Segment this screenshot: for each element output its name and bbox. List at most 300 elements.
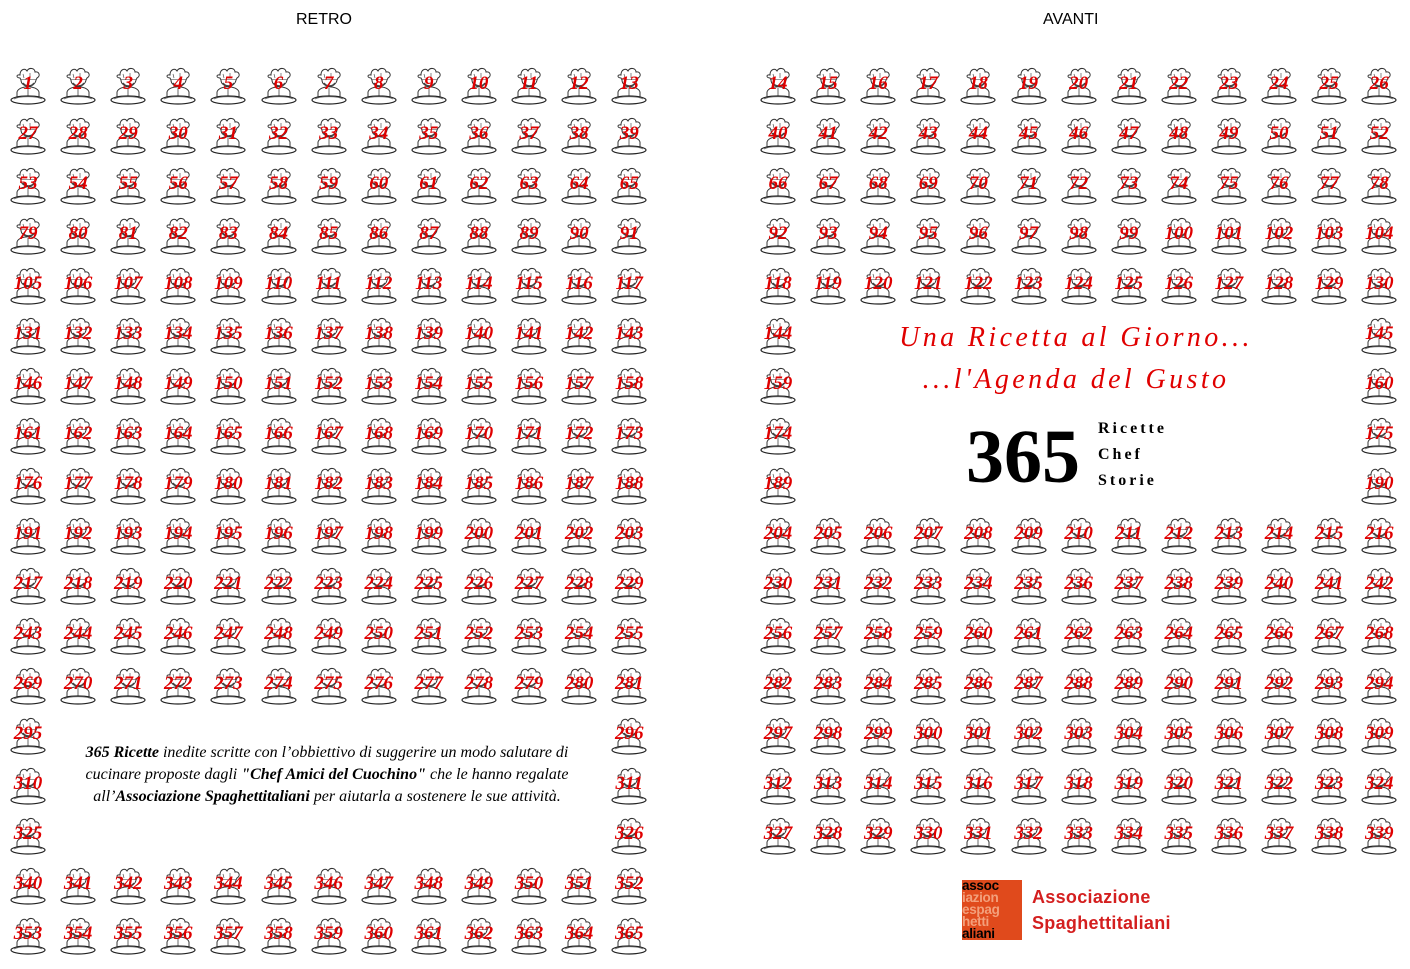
day-cell-291 <box>1209 666 1249 710</box>
day-cell-365 <box>609 916 649 960</box>
day-number: 313 <box>813 773 843 794</box>
day-cell-232 <box>858 566 898 610</box>
day-cell-82 <box>158 216 198 260</box>
day-number: 281 <box>614 673 644 694</box>
day-cell-28 <box>58 116 98 160</box>
day-cell-301 <box>958 716 998 760</box>
day-cell-270 <box>58 666 98 710</box>
description-text-2: che le hanno regalate all’ <box>93 766 569 805</box>
day-cell-154 <box>409 366 449 410</box>
day-number: 193 <box>113 523 143 544</box>
day-number: 10 <box>469 73 489 94</box>
day-number: 243 <box>13 623 43 644</box>
day-cell-339 <box>1359 816 1399 860</box>
day-number: 360 <box>364 923 393 944</box>
day-number: 220 <box>164 573 193 594</box>
day-cell-245 <box>108 616 148 660</box>
day-number: 180 <box>214 473 243 494</box>
day-cell-143 <box>609 316 649 360</box>
day-cell-31 <box>208 116 248 160</box>
day-cell-357 <box>208 916 248 960</box>
day-cell-188 <box>609 466 649 510</box>
day-cell-191 <box>8 516 48 560</box>
day-cell-73 <box>1109 166 1149 210</box>
day-number: 359 <box>314 923 343 944</box>
day-cell-58 <box>259 166 299 210</box>
day-number: 23 <box>1219 73 1239 94</box>
logo-row-5: aliani <box>962 926 995 940</box>
day-number: 316 <box>964 773 993 794</box>
description-lead: 365 Ricette <box>85 744 159 761</box>
day-cell-341 <box>58 866 98 910</box>
day-number: 140 <box>464 323 494 344</box>
day-number: 260 <box>964 623 993 644</box>
day-cell-35 <box>409 116 449 160</box>
day-number: 12 <box>569 73 589 94</box>
day-cell-136 <box>259 316 299 360</box>
day-number: 302 <box>1014 723 1043 744</box>
day-number: 318 <box>1064 773 1093 794</box>
day-number: 175 <box>1364 423 1394 444</box>
day-number: 314 <box>863 773 893 794</box>
day-cell-18 <box>958 66 998 110</box>
day-cell-222 <box>259 566 299 610</box>
day-cell-33 <box>309 116 349 160</box>
description-text-1: inedite scritte con l’obbiettivo di suggerire un modo salutare di cucinare proposte dagli <box>85 744 569 783</box>
day-cell-131 <box>8 316 48 360</box>
day-number: 270 <box>63 673 93 694</box>
day-number: 328 <box>813 823 843 844</box>
day-cell-89 <box>509 216 549 260</box>
day-number: 212 <box>1164 523 1194 544</box>
day-cell-316 <box>958 766 998 810</box>
day-number: 216 <box>1364 523 1394 544</box>
day-cell-161 <box>8 416 48 460</box>
day-number: 22 <box>1169 73 1189 94</box>
day-number: 5 <box>223 73 234 94</box>
day-number: 333 <box>1064 823 1093 844</box>
day-number: 45 <box>1019 123 1038 144</box>
day-cell-34 <box>359 116 399 160</box>
day-number: 29 <box>118 123 138 144</box>
day-number: 171 <box>514 423 544 444</box>
day-number: 262 <box>1064 623 1093 644</box>
description-text-3: per aiutarla a sostenere le sue attività. <box>309 788 561 805</box>
day-cell-164 <box>158 416 198 460</box>
day-cell-29 <box>108 116 148 160</box>
day-number: 194 <box>164 523 193 544</box>
day-cell-44 <box>958 116 998 160</box>
day-cell-240 <box>1259 566 1299 610</box>
day-cell-36 <box>459 116 499 160</box>
day-cell-125 <box>1109 266 1149 310</box>
day-cell-271 <box>108 666 148 710</box>
day-cell-148 <box>108 366 148 410</box>
day-number: 132 <box>63 323 93 344</box>
day-number: 327 <box>763 823 793 844</box>
day-number: 30 <box>168 123 188 144</box>
day-cell-41 <box>808 116 848 160</box>
day-number: 183 <box>364 473 393 494</box>
day-cell-273 <box>208 666 248 710</box>
day-cell-26 <box>1359 66 1399 110</box>
day-cell-300 <box>908 716 948 760</box>
day-number: 51 <box>1319 123 1339 144</box>
day-cell-224 <box>359 566 399 610</box>
day-cell-348 <box>409 866 449 910</box>
day-cell-24 <box>1259 66 1299 110</box>
day-cell-158 <box>609 366 649 410</box>
day-number: 249 <box>314 623 343 644</box>
day-number: 97 <box>1019 223 1038 244</box>
day-cell-209 <box>1009 516 1049 560</box>
day-cell-295 <box>8 716 48 760</box>
day-cell-39 <box>609 116 649 160</box>
day-cell-122 <box>958 266 998 310</box>
day-number: 218 <box>63 573 93 594</box>
day-cell-292 <box>1259 666 1299 710</box>
day-cell-361 <box>409 916 449 960</box>
day-number: 42 <box>868 123 888 144</box>
day-cell-93 <box>808 216 848 260</box>
day-number: 142 <box>564 323 594 344</box>
day-cell-289 <box>1109 666 1149 710</box>
day-number: 67 <box>818 173 838 194</box>
day-cell-333 <box>1059 816 1099 860</box>
day-number: 136 <box>264 323 293 344</box>
day-cell-319 <box>1109 766 1149 810</box>
day-number: 351 <box>564 873 594 894</box>
day-number: 266 <box>1264 623 1294 644</box>
day-cell-59 <box>309 166 349 210</box>
day-number: 95 <box>918 223 938 244</box>
day-cell-189 <box>758 466 798 510</box>
day-cell-363 <box>509 916 549 960</box>
day-number: 267 <box>1314 623 1344 644</box>
day-cell-16 <box>858 66 898 110</box>
day-number: 207 <box>914 523 943 544</box>
day-cell-135 <box>208 316 248 360</box>
day-number: 128 <box>1264 273 1294 294</box>
day-cell-263 <box>1109 616 1149 660</box>
day-cell-68 <box>858 166 898 210</box>
day-cell-20 <box>1059 66 1099 110</box>
day-cell-212 <box>1159 516 1199 560</box>
day-cell-220 <box>158 566 198 610</box>
day-cell-32 <box>259 116 299 160</box>
day-number: 323 <box>1314 773 1344 794</box>
day-number: 332 <box>1014 823 1043 844</box>
day-number: 291 <box>1214 673 1244 694</box>
day-cell-231 <box>808 566 848 610</box>
day-number: 28 <box>68 123 88 144</box>
day-number: 36 <box>469 123 489 144</box>
day-number: 118 <box>764 273 792 294</box>
day-number: 89 <box>519 223 539 244</box>
day-number: 6 <box>273 73 284 94</box>
day-number: 235 <box>1014 573 1043 594</box>
day-number: 261 <box>1014 623 1043 644</box>
day-number: 181 <box>264 473 293 494</box>
day-cell-248 <box>259 616 299 660</box>
day-cell-22 <box>1159 66 1199 110</box>
day-number: 224 <box>364 573 393 594</box>
day-number: 63 <box>519 173 539 194</box>
front-subtitle-chef: Chef <box>1098 446 1143 463</box>
day-number: 208 <box>964 523 993 544</box>
day-cell-144 <box>758 316 798 360</box>
day-number: 209 <box>1014 523 1043 544</box>
day-number: 27 <box>18 123 38 144</box>
day-cell-21 <box>1109 66 1149 110</box>
day-cell-221 <box>208 566 248 610</box>
day-cell-75 <box>1209 166 1249 210</box>
day-cell-150 <box>208 366 248 410</box>
day-cell-77 <box>1309 166 1349 210</box>
day-cell-274 <box>259 666 299 710</box>
day-number: 305 <box>1164 723 1194 744</box>
day-number: 3 <box>123 73 133 94</box>
day-number: 202 <box>564 523 594 544</box>
day-number: 245 <box>113 623 143 644</box>
day-number: 364 <box>564 923 594 944</box>
day-cell-49 <box>1209 116 1249 160</box>
day-cell-226 <box>459 566 499 610</box>
day-cell-337 <box>1259 816 1299 860</box>
day-cell-360 <box>359 916 399 960</box>
day-cell-152 <box>309 366 349 410</box>
day-number: 306 <box>1214 723 1244 744</box>
day-number: 282 <box>763 673 793 694</box>
day-number: 217 <box>13 573 43 594</box>
day-number: 113 <box>415 273 443 294</box>
day-cell-6 <box>259 66 299 110</box>
day-cell-244 <box>58 616 98 660</box>
day-number: 117 <box>615 273 643 294</box>
day-cell-299 <box>858 716 898 760</box>
day-cell-111 <box>309 266 349 310</box>
day-cell-293 <box>1309 666 1349 710</box>
day-number: 272 <box>164 673 193 694</box>
day-number: 90 <box>569 223 589 244</box>
day-number: 228 <box>564 573 594 594</box>
logo-row-3: espag <box>962 902 1000 917</box>
day-number: 225 <box>414 573 444 594</box>
day-cell-225 <box>409 566 449 610</box>
day-number: 252 <box>464 623 494 644</box>
day-cell-235 <box>1009 566 1049 610</box>
day-number: 156 <box>514 373 544 394</box>
day-number: 293 <box>1314 673 1344 694</box>
day-number: 73 <box>1119 173 1139 194</box>
day-cell-121 <box>908 266 948 310</box>
day-cell-61 <box>409 166 449 210</box>
day-cell-203 <box>609 516 649 560</box>
day-cell-349 <box>459 866 499 910</box>
day-number: 347 <box>364 873 393 894</box>
day-cell-86 <box>359 216 399 260</box>
day-number: 99 <box>1119 223 1139 244</box>
day-number: 198 <box>364 523 393 544</box>
day-cell-332 <box>1009 816 1049 860</box>
day-cell-311 <box>609 766 649 810</box>
back-cover-label: RETRO <box>296 11 352 28</box>
day-number: 20 <box>1069 73 1089 94</box>
day-number: 159 <box>763 373 793 394</box>
day-cell-25 <box>1309 66 1349 110</box>
day-cell-329 <box>858 816 898 860</box>
day-number: 26 <box>1369 73 1389 94</box>
day-number: 104 <box>1364 223 1394 244</box>
day-cell-217 <box>8 566 48 610</box>
day-number: 322 <box>1264 773 1294 794</box>
day-number: 239 <box>1214 573 1244 594</box>
day-cell-307 <box>1259 716 1299 760</box>
day-number: 330 <box>914 823 943 844</box>
day-number: 139 <box>414 323 444 344</box>
day-cell-243 <box>8 616 48 660</box>
day-number: 294 <box>1364 673 1394 694</box>
day-cell-234 <box>958 566 998 610</box>
day-number: 64 <box>569 173 589 194</box>
day-number: 48 <box>1169 123 1189 144</box>
day-number: 61 <box>419 173 439 194</box>
day-cell-94 <box>858 216 898 260</box>
day-number: 362 <box>464 923 494 944</box>
day-cell-259 <box>908 616 948 660</box>
day-cell-227 <box>509 566 549 610</box>
day-number: 112 <box>364 273 393 294</box>
day-cell-294 <box>1359 666 1399 710</box>
day-cell-102 <box>1259 216 1299 260</box>
day-cell-350 <box>509 866 549 910</box>
day-cell-355 <box>108 916 148 960</box>
day-number: 222 <box>264 573 293 594</box>
day-cell-326 <box>609 816 649 860</box>
day-cell-134 <box>158 316 198 360</box>
day-cell-153 <box>359 366 399 410</box>
day-number: 355 <box>113 923 143 944</box>
day-number: 192 <box>63 523 93 544</box>
day-number: 283 <box>813 673 843 694</box>
day-cell-56 <box>158 166 198 210</box>
front-title-line-1: Una Ricetta al Giorno... <box>899 322 1253 353</box>
day-cell-264 <box>1159 616 1199 660</box>
day-cell-182 <box>309 466 349 510</box>
day-number: 292 <box>1264 673 1294 694</box>
day-cell-356 <box>158 916 198 960</box>
day-number: 331 <box>964 823 993 844</box>
day-number: 18 <box>968 73 988 94</box>
association-name-line-1: Associazione <box>1032 887 1151 907</box>
day-cell-268 <box>1359 616 1399 660</box>
day-cell-237 <box>1109 566 1149 610</box>
day-cell-192 <box>58 516 98 560</box>
day-cell-309 <box>1359 716 1399 760</box>
day-number: 134 <box>164 323 193 344</box>
day-cell-327 <box>758 816 798 860</box>
day-cell-252 <box>459 616 499 660</box>
day-cell-312 <box>758 766 798 810</box>
day-cell-282 <box>758 666 798 710</box>
day-number: 141 <box>514 323 544 344</box>
day-cell-323 <box>1309 766 1349 810</box>
day-cell-208 <box>958 516 998 560</box>
day-cell-359 <box>309 916 349 960</box>
day-number: 289 <box>1114 673 1143 694</box>
day-number: 164 <box>164 423 193 444</box>
day-cell-91 <box>609 216 649 260</box>
day-cell-126 <box>1159 266 1199 310</box>
day-number: 149 <box>164 373 193 394</box>
day-cell-88 <box>459 216 499 260</box>
day-cell-223 <box>309 566 349 610</box>
back-description <box>62 742 592 808</box>
day-number: 74 <box>1169 173 1189 194</box>
day-number: 319 <box>1114 773 1143 794</box>
day-cell-103 <box>1309 216 1349 260</box>
day-number: 297 <box>763 723 793 744</box>
day-number: 16 <box>868 73 888 94</box>
day-number: 229 <box>614 573 644 594</box>
front-big-number: 365 <box>966 415 1080 499</box>
day-number: 340 <box>13 873 43 894</box>
day-number: 144 <box>763 323 793 344</box>
day-number: 242 <box>1364 573 1394 594</box>
day-cell-272 <box>158 666 198 710</box>
day-cell-63 <box>509 166 549 210</box>
day-cell-38 <box>559 116 599 160</box>
day-number: 317 <box>1014 773 1043 794</box>
day-cell-315 <box>908 766 948 810</box>
day-cell-324 <box>1359 766 1399 810</box>
day-cell-47 <box>1109 116 1149 160</box>
day-number: 59 <box>319 173 339 194</box>
day-cell-254 <box>559 616 599 660</box>
day-cell-108 <box>158 266 198 310</box>
day-number: 110 <box>264 273 293 294</box>
day-cell-325 <box>8 816 48 860</box>
day-number: 8 <box>373 73 384 94</box>
day-cell-185 <box>459 466 499 510</box>
day-number: 205 <box>813 523 843 544</box>
day-number: 321 <box>1214 773 1244 794</box>
day-cell-65 <box>609 166 649 210</box>
day-number: 234 <box>964 573 993 594</box>
day-cell-230 <box>758 566 798 610</box>
day-cell-115 <box>509 266 549 310</box>
day-number: 98 <box>1069 223 1089 244</box>
day-cell-194 <box>158 516 198 560</box>
day-number: 295 <box>13 723 43 744</box>
day-cell-105 <box>8 266 48 310</box>
day-number: 215 <box>1314 523 1344 544</box>
day-number: 238 <box>1164 573 1194 594</box>
day-cell-110 <box>259 266 299 310</box>
logo-row-4: hetti <box>962 914 989 929</box>
day-number: 111 <box>315 273 342 294</box>
day-cell-200 <box>459 516 499 560</box>
day-cell-281 <box>609 666 649 710</box>
day-cell-17 <box>908 66 948 110</box>
day-cell-48 <box>1159 116 1199 160</box>
day-number: 145 <box>1364 323 1394 344</box>
day-cell-204 <box>758 516 798 560</box>
day-number: 167 <box>314 423 343 444</box>
day-cell-69 <box>908 166 948 210</box>
day-cell-236 <box>1059 566 1099 610</box>
day-cell-27 <box>8 116 48 160</box>
